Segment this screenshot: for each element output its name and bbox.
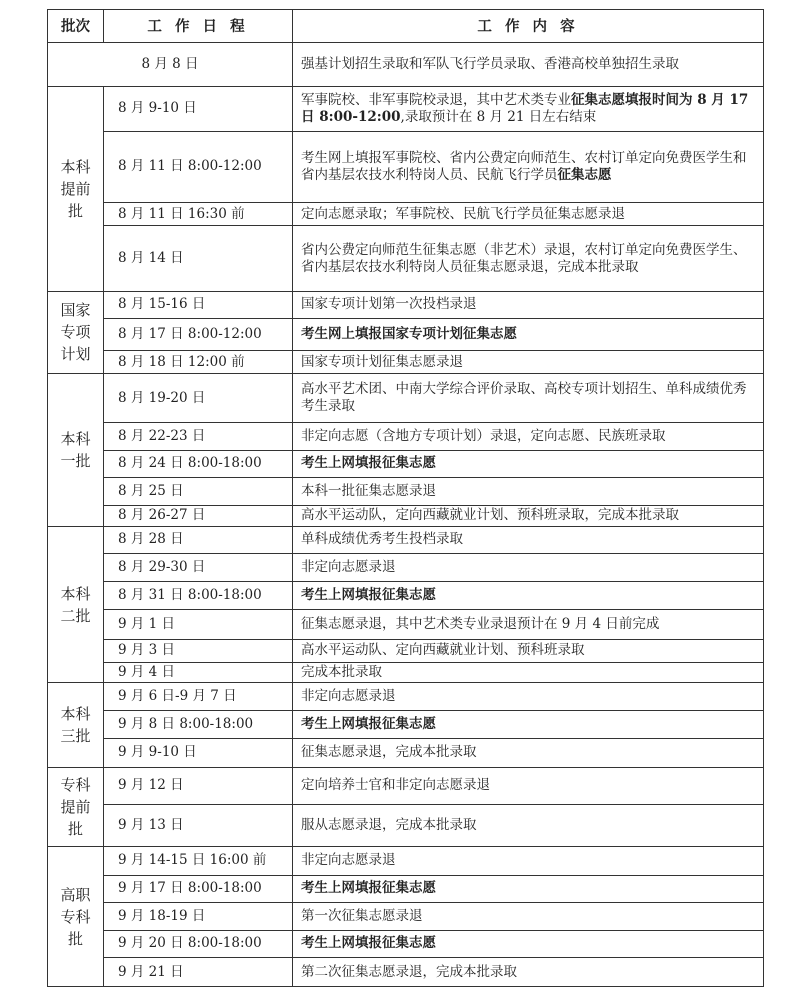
content-text: 省内公费定向师范生征集志愿（非艺术）录退，农村订单定向免费医学生、省内基层农技水利特岗人员征集志愿录退，完成本批录取	[301, 241, 747, 275]
content-cell	[293, 450, 764, 478]
schedule-cell: 8 月 25 日	[104, 478, 293, 506]
schedule-cell: 8 月 26-27 日	[104, 505, 293, 526]
content-cell	[293, 805, 764, 847]
batch-cell	[48, 683, 104, 768]
content-cell	[293, 683, 764, 711]
content-bold-text: 考生上网填报征集志愿	[301, 935, 436, 952]
table-row	[48, 683, 764, 711]
content-cell	[293, 710, 764, 739]
content-cell	[293, 767, 764, 805]
batch-cell	[48, 291, 104, 374]
table-row	[48, 582, 764, 610]
table-row	[48, 875, 764, 903]
batch-cell	[48, 374, 104, 527]
batch-label: 国家 专项 计划	[60, 301, 91, 364]
batch-label: 专科 提前 批	[60, 775, 91, 838]
table-row	[48, 903, 764, 931]
content-text: 征集志愿录退，完成本批录取	[301, 744, 477, 761]
table-row	[48, 767, 764, 805]
table-row	[48, 131, 764, 202]
table-row	[48, 930, 764, 958]
schedule-cell: 8 月 11 日 8:00-12:00	[104, 131, 293, 202]
table-row	[48, 350, 764, 373]
content-cell	[293, 553, 764, 582]
schedule-cell: 8 月 29-30 日	[104, 553, 293, 582]
content-bold-text: 考生上网填报征集志愿	[301, 715, 436, 732]
schedule-cell: 9 月 13 日	[104, 805, 293, 847]
batch-cell	[48, 847, 104, 987]
schedule-cell: 9 月 8 日 8:00-18:00	[104, 710, 293, 739]
schedule-cell: 8 月 18 日 12:00 前	[104, 350, 293, 373]
content-cell	[293, 739, 764, 768]
schedule-cell: 9 月 20 日 8:00-18:00	[104, 930, 293, 958]
batch-label: 本科 一批	[60, 430, 91, 471]
table-row	[48, 203, 764, 226]
schedule-cell: 8 月 24 日 8:00-18:00	[104, 450, 293, 478]
table-row	[48, 319, 764, 351]
schedule-cell: 8 月 17 日 8:00-12:00	[104, 319, 293, 351]
content-cell	[293, 86, 764, 131]
content-text: 国家专项计划征集志愿录退	[301, 353, 463, 370]
schedule-cell: 8 月 28 日	[104, 527, 293, 554]
content-text: 非定向志愿录退	[301, 558, 396, 575]
content-cell	[293, 423, 764, 451]
content-cell	[293, 350, 764, 373]
content-text: 本科一批征集志愿录退	[301, 482, 436, 499]
batch-label: 本科 三批	[60, 704, 91, 745]
table-row	[48, 423, 764, 451]
batch-cell	[48, 527, 104, 683]
content-cell	[293, 226, 764, 291]
content-bold-text: 考生上网填报征集志愿	[301, 455, 436, 472]
content-bold-text: 征集志愿填报时间为 8 月 17 日 8:00-12:00	[301, 91, 749, 125]
header-content: 工 作 内 容	[293, 10, 764, 43]
content-bold-text: 考生上网填报征集志愿	[301, 586, 436, 603]
content-cell	[293, 291, 764, 319]
content-bold-text: 考生网上填报国家专项计划征集志愿	[301, 326, 517, 343]
batch-cell	[48, 86, 104, 291]
schedule-cell: 8 月 15-16 日	[104, 291, 293, 319]
batch-label: 本科 提前 批	[60, 157, 91, 220]
table-row	[48, 450, 764, 478]
table-row	[48, 478, 764, 506]
schedule-cell: 8 月 14 日	[104, 226, 293, 291]
schedule-cell: 9 月 4 日	[104, 662, 293, 682]
table-row	[48, 553, 764, 582]
content-bold-text: 征集志愿	[557, 166, 612, 183]
content-cell	[293, 478, 764, 506]
content-text: 第一次征集志愿录退	[301, 907, 423, 924]
table-row	[48, 505, 764, 526]
table-row	[48, 958, 764, 987]
content-text: 第二次征集志愿录退，完成本批录取	[301, 963, 517, 980]
content-cell	[293, 903, 764, 931]
table-row	[48, 847, 764, 876]
table-row	[48, 43, 764, 87]
content-cell	[293, 930, 764, 958]
content-text: 非定向志愿录退	[301, 687, 396, 704]
schedule-cell: 9 月 9-10 日	[104, 739, 293, 768]
content-text: 国家专项计划第一次投档录退	[301, 296, 477, 313]
table-row	[48, 640, 764, 662]
content-cell	[293, 505, 764, 526]
table-row	[48, 527, 764, 554]
table-row	[48, 86, 764, 131]
content-cell	[293, 319, 764, 351]
content-tail-text: ,录取预计在 8 月 21 日左右结束	[400, 108, 597, 125]
schedule-cell: 9 月 14-15 日 16:00 前	[104, 847, 293, 876]
batch-label: 高职 专科 批	[60, 885, 91, 948]
schedule-cell: 8 月 19-20 日	[104, 374, 293, 423]
content-cell	[293, 203, 764, 226]
content-cell	[293, 640, 764, 662]
table-row	[48, 739, 764, 768]
batch-cell	[48, 767, 104, 847]
content-text: 高水平艺术团、中南大学综合评价录取、高校专项计划招生、单科成绩优秀考生录取	[301, 381, 747, 415]
schedule-cell: 8 月 8 日	[48, 43, 293, 87]
table-row	[48, 291, 764, 319]
content-text: 非定向志愿（含地方专项计划）录退，定向志愿、民族班录取	[301, 427, 666, 444]
header-schedule: 工 作 日 程	[104, 10, 293, 43]
header-batch: 批次	[48, 10, 104, 43]
content-cell	[293, 847, 764, 876]
table-row	[48, 226, 764, 291]
table-header-row	[48, 10, 764, 43]
content-text: 军事院校、非军事院校录退，其中艺术类专业	[301, 91, 571, 108]
schedule-cell: 9 月 17 日 8:00-18:00	[104, 875, 293, 903]
table-row	[48, 609, 764, 640]
table-row	[48, 662, 764, 682]
schedule-cell: 9 月 6 日-9 月 7 日	[104, 683, 293, 711]
batch-label: 本科 二批	[60, 584, 91, 625]
schedule-cell: 8 月 31 日 8:00-18:00	[104, 582, 293, 610]
content-text: 完成本批录取	[301, 663, 382, 680]
content-cell	[293, 374, 764, 423]
schedule-cell: 9 月 1 日	[104, 609, 293, 640]
content-cell: 强基计划招生录取和军队飞行学员录取、香港高校单独招生录取	[293, 43, 764, 87]
schedule-cell: 9 月 21 日	[104, 958, 293, 987]
schedule-cell: 8 月 22-23 日	[104, 423, 293, 451]
content-text: 非定向志愿录退	[301, 852, 396, 869]
content-text: 单科成绩优秀考生投档录取	[301, 531, 463, 548]
content-bold-text: 考生上网填报征集志愿	[301, 880, 436, 897]
content-cell	[293, 875, 764, 903]
content-text: 定向志愿录取；军事院校、民航飞行学员征集志愿录退	[301, 205, 625, 222]
table-row	[48, 374, 764, 423]
schedule-cell: 9 月 12 日	[104, 767, 293, 805]
admission-schedule-table	[47, 9, 764, 987]
schedule-cell: 8 月 11 日 16:30 前	[104, 203, 293, 226]
schedule-cell: 8 月 9-10 日	[104, 86, 293, 131]
content-cell	[293, 582, 764, 610]
content-cell	[293, 527, 764, 554]
schedule-cell: 9 月 3 日	[104, 640, 293, 662]
content-text: 征集志愿录退，其中艺术类专业录退预计在 9 月 4 日前完成	[301, 615, 660, 632]
content-text: 考生网上填报军事院校、省内公费定向师范生、农村订单定向免费医学生和省内基层农技水利特岗人员、民航飞行学员	[301, 149, 747, 183]
content-cell	[293, 958, 764, 987]
content-cell	[293, 131, 764, 202]
content-cell	[293, 662, 764, 682]
content-text: 服从志愿录退，完成本批录取	[301, 817, 477, 834]
table-row	[48, 805, 764, 847]
schedule-cell: 9 月 18-19 日	[104, 903, 293, 931]
content-cell	[293, 609, 764, 640]
table-row	[48, 710, 764, 739]
content-text: 高水平运动队、定向西藏就业计划、预科班录取	[301, 642, 585, 659]
content-text: 定向培养士官和非定向志愿录退	[301, 777, 490, 794]
content-text: 高水平运动队，定向西藏就业计划、预科班录取，完成本批录取	[301, 507, 679, 524]
